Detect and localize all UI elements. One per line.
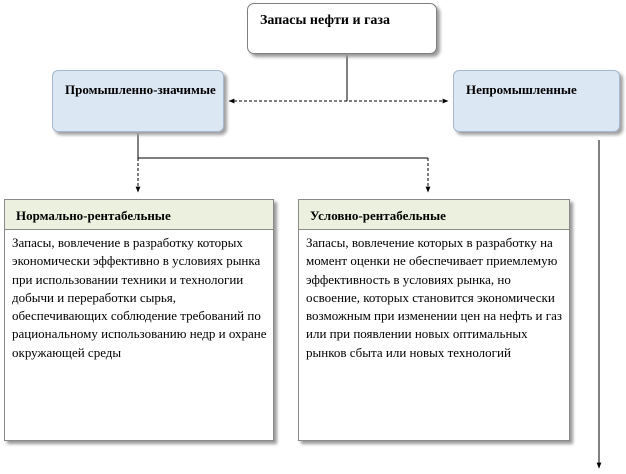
root-node <box>247 3 437 54</box>
conditional-profitable-card <box>298 199 570 441</box>
industrial-label: Промышленно-значимые <box>65 82 216 97</box>
normal-description: Запасы, вовлечение в разработку которых экономически эффективно в условиях рынка при использовании техники и технологии добычи и переработки сырья, обеспечивающих соблюдение требований по рациональному использованию недр и охране окружающей среды <box>12 235 267 360</box>
normal-header: Нормально-рентабельные <box>5 200 273 230</box>
conditional-description: Запасы, вовлечение которых в разработку на момент оценки не обеспечивает приемлемую эффективность в условиях рынка, но освоение, которых становится экономически возможным при изменении цен на нефть и газ или при появлении новых оптимальных рынков сбыта или новых технологий <box>306 235 562 360</box>
nonindustrial-label: Непромышленные <box>466 82 577 97</box>
root-title: Запасы нефти и газа <box>260 13 391 28</box>
industrial-node <box>52 70 224 132</box>
conditional-header: Условно-рентабельные <box>299 200 569 230</box>
nonindustrial-node <box>453 70 620 132</box>
normal-profitable-card <box>4 199 274 441</box>
